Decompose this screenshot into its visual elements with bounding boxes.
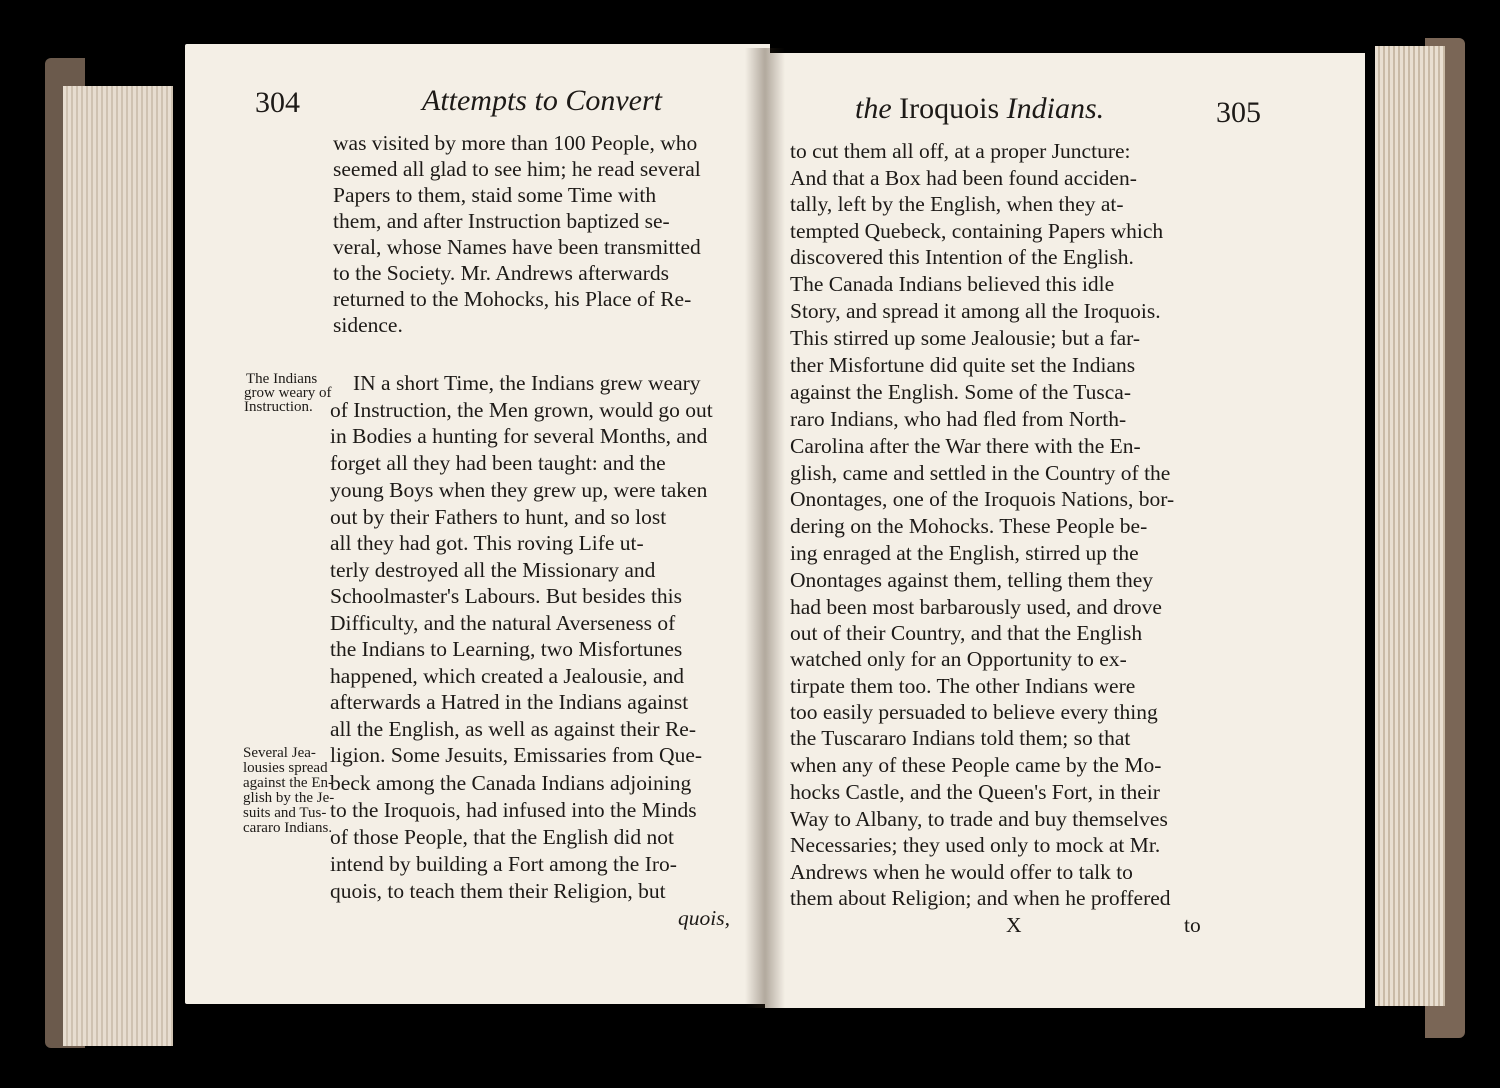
- text-line: had been most barbarously used, and drove: [790, 595, 1162, 619]
- text-line: ther Misfortune did quite set the Indians: [790, 353, 1136, 377]
- text-line: afterwards a Hatred in the Indians against: [330, 690, 689, 714]
- text-line: tirpate them too. The other Indians were: [790, 674, 1136, 698]
- text-line: against the English. Some of the Tusca-: [790, 380, 1131, 404]
- margin-note-line: glish by the Je-: [243, 790, 335, 806]
- margin-note-line: grow weary of: [244, 385, 332, 401]
- text-line: the Tuscararo Indians told them; so that: [790, 726, 1131, 750]
- signature-mark: X: [1006, 913, 1022, 937]
- text-line: sidence.: [333, 313, 403, 337]
- margin-note-line: cararo Indians.: [243, 820, 333, 836]
- text-line: Way to Albany, to trade and buy themselves: [790, 807, 1168, 831]
- catchword: quois,: [678, 906, 730, 930]
- text-line: raro Indians, who had fled from North-: [790, 407, 1127, 431]
- text-line: the Indians to Learning, two Misfortunes: [330, 637, 683, 661]
- text-line: tempted Quebeck, containing Papers which: [790, 219, 1164, 243]
- text-line: And that a Box had been found acciden-: [790, 166, 1137, 190]
- text-line: ligion. Some Jesuits, Emissaries from Que-: [330, 743, 703, 767]
- text-line: out of their Country, and that the English: [790, 621, 1143, 645]
- text-line: quois, to teach them their Religion, but: [330, 879, 666, 903]
- text-line: IN a short Time, the Indians grew weary: [353, 371, 701, 395]
- text-line: ing enraged at the English, stirred up the: [790, 541, 1139, 565]
- text-line: tally, left by the English, when they at-: [790, 192, 1124, 216]
- text-line: out by their Fathers to hunt, and so lost: [330, 505, 667, 529]
- text-line: young Boys when they grew up, were taken: [330, 478, 708, 502]
- text-line: Necessaries; they used only to mock at Mr.: [790, 833, 1161, 857]
- text-line: Onontages against them, telling them they: [790, 568, 1154, 592]
- text-line: Papers to them, staid some Time with: [333, 183, 657, 207]
- text-line: too easily persuaded to believe every thing: [790, 700, 1158, 724]
- text-line: them, and after Instruction baptized se-: [333, 209, 670, 233]
- margin-note-line: The Indians: [246, 371, 318, 387]
- text-line: seemed all glad to see him; he read several: [333, 157, 701, 181]
- page-number: 304: [255, 86, 300, 119]
- text-line: all the English, as well as against their Re-: [330, 717, 697, 741]
- page-edges-right: [1375, 46, 1445, 1006]
- text-line: glish, came and settled in the Country of the: [790, 461, 1171, 485]
- text-line: discovered this Intention of the English.: [790, 245, 1134, 269]
- text-line: Schoolmaster's Labours. But besides this: [330, 584, 683, 608]
- text-line: happened, which created a Jealousie, and: [330, 664, 684, 688]
- text-line: Story, and spread it among all the Iroquois.: [790, 299, 1161, 323]
- text-line: Carolina after the War there with the En-: [790, 434, 1141, 458]
- margin-note-line: lousies spread: [243, 760, 328, 776]
- text-line: watched only for an Opportunity to ex-: [790, 647, 1127, 671]
- text-line: in Bodies a hunting for several Months, and: [330, 424, 708, 448]
- text-line: when any of these People came by the Mo-: [790, 753, 1162, 777]
- text-line: all they had got. This roving Life ut-: [330, 531, 644, 555]
- text-line: them about Religion; and when he proffered: [790, 886, 1171, 910]
- text-line: Onontages, one of the Iroquois Nations, bor-: [790, 487, 1175, 511]
- text-line: to the Iroquois, had infused into the Minds: [330, 798, 697, 822]
- text-line: veral, whose Names have been transmitted: [333, 235, 701, 259]
- margin-note-line: Several Jea-: [243, 745, 316, 761]
- text-line: beck among the Canada Indians adjoining: [330, 771, 692, 795]
- text-line: dering on the Mohocks. These People be-: [790, 514, 1148, 538]
- margin-note-line: against the En-: [243, 775, 333, 791]
- text-line: forget all they had been taught: and the: [330, 451, 666, 475]
- open-book: [45, 38, 1465, 1058]
- text-line: terly destroyed all the Missionary and: [330, 558, 656, 582]
- catchword: to: [1184, 913, 1201, 937]
- text-line: The Canada Indians believed this idle: [790, 272, 1115, 296]
- text-line: This stirred up some Jealousie; but a far-: [790, 326, 1141, 350]
- text-line: Andrews when he would offer to talk to: [790, 860, 1133, 884]
- text-line: to cut them all off, at a proper Juncture:: [790, 139, 1131, 163]
- text-line: was visited by more than 100 People, who: [333, 131, 698, 155]
- running-head: Attempts to Convert: [422, 84, 662, 117]
- text-line: to the Society. Mr. Andrews afterwards: [333, 261, 669, 285]
- running-head: the Iroquois Indians.: [855, 92, 1105, 125]
- gutter-shadow: [745, 48, 785, 1008]
- page-number: 305: [1216, 96, 1261, 129]
- text-line: returned to the Mohocks, his Place of Re-: [333, 287, 692, 311]
- text-line: Difficulty, and the natural Averseness of: [330, 611, 676, 635]
- text-line: intend by building a Fort among the Iro-: [330, 852, 677, 876]
- text-line: hocks Castle, and the Queen's Fort, in their: [790, 780, 1160, 804]
- margin-note-line: Instruction.: [244, 399, 313, 415]
- text-line: of Instruction, the Men grown, would go out: [330, 398, 713, 422]
- text-line: of those People, that the English did not: [330, 825, 674, 849]
- margin-note-line: suits and Tus-: [243, 805, 327, 821]
- page-edges-left: [63, 86, 173, 1046]
